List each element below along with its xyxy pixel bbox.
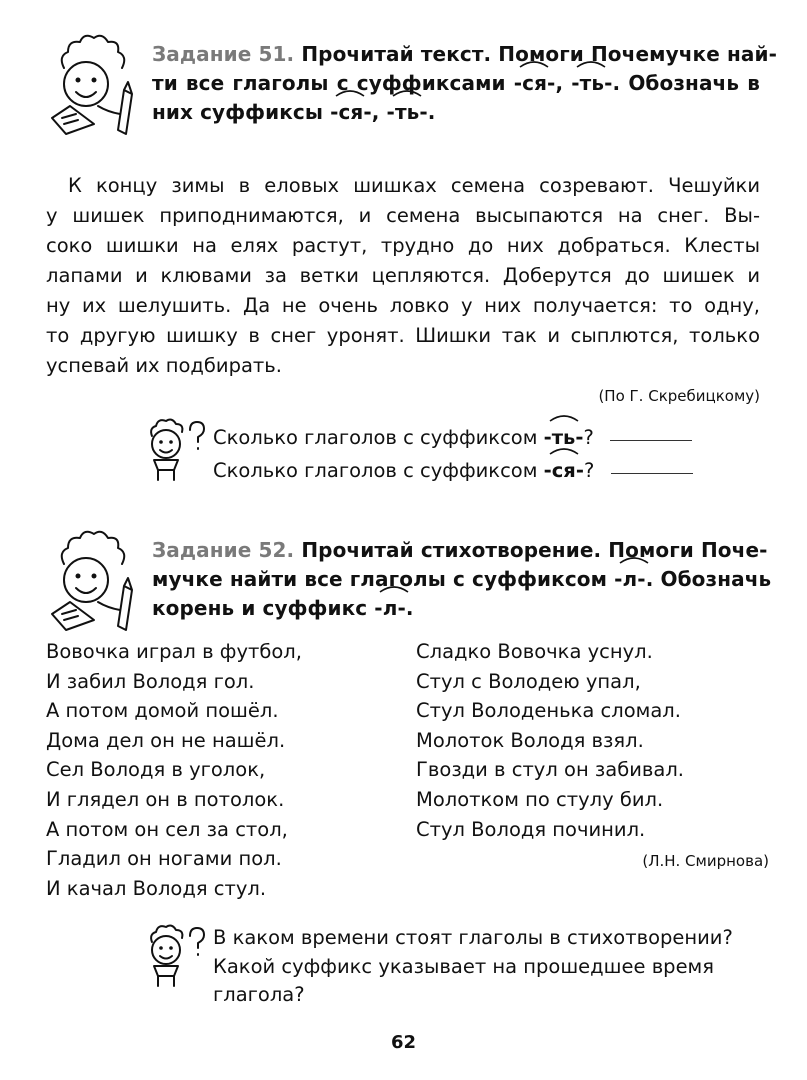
question-line: В каком времени стоят глаголы в стихотворении? xyxy=(213,926,733,949)
poem-line: И забил Володя гол. xyxy=(46,669,255,693)
poem-line: Гладил он ногами пол. xyxy=(46,847,282,871)
text-line: успевай их подбирать. xyxy=(46,354,282,377)
suffix-t: -ть- xyxy=(387,98,428,127)
text-line: у шишек приподнимаются, и семена высыпаются на снег. Вы- xyxy=(46,204,760,227)
answer-blank[interactable] xyxy=(611,473,693,474)
poem-line: Молоток Володя взял. xyxy=(416,728,644,752)
page-number: 62 xyxy=(390,1032,417,1053)
task51-text xyxy=(46,171,760,381)
poem-line: Дома дел он не нашёл. xyxy=(46,728,286,752)
task51-question-1: Сколько глаголов с суффиксом -ть-? xyxy=(213,423,692,453)
suffix-t: -ть- xyxy=(544,423,584,453)
poem-line: Гвозди в стул он забивал. xyxy=(416,758,685,782)
poem-line: И глядел он в потолок. xyxy=(46,787,285,811)
answer-blank[interactable] xyxy=(610,440,692,441)
pochemuchka-boy-icon xyxy=(42,530,142,634)
pochemuchka-boy-icon xyxy=(42,34,142,138)
task51-instruction xyxy=(152,40,777,127)
question-line: Какой суффикс указывает на прошедшее время xyxy=(213,954,715,978)
suffix-l: -л- xyxy=(614,565,646,594)
poem-right-column xyxy=(416,637,684,844)
poem-line: Сладко Вовочка уснул. xyxy=(416,640,653,663)
task-number: Задание 51. xyxy=(152,42,295,66)
suffix-sya: -ся- xyxy=(330,98,372,127)
task-number: Задание 52. xyxy=(152,538,295,562)
instruction-line: Задание 52. Прочитай стихотворение. Помоги Поче- xyxy=(152,538,768,562)
instruction-line: Задание 51. Прочитай текст. Помоги Почемучке най- xyxy=(152,42,777,66)
instruction-line: них суффиксы -ся-, -ть-. xyxy=(152,98,760,127)
task52-instruction xyxy=(152,536,772,623)
poem-left-column xyxy=(46,637,302,903)
suffix-sya: -ся- xyxy=(544,456,584,486)
poem-line: Сел Володя в уголок, xyxy=(46,758,266,782)
text-line: К концу зимы в еловых шишках семена созревают. Чешуйки xyxy=(68,174,760,197)
text-line: то другую шишку в снег уронят. Шишки так и сыплются, только xyxy=(46,324,760,347)
poem-line: А потом он сел за стол, xyxy=(46,817,288,841)
text-line: ну их шелушить. Да не очень ловко у них получается: то одну, xyxy=(46,294,760,317)
poem-line: А потом домой пошёл. xyxy=(46,699,279,723)
suffix-sya: -ся- xyxy=(514,69,556,98)
suffix-t: -ть- xyxy=(571,69,612,98)
poem-line: И качал Володя стул. xyxy=(46,876,267,900)
suffix-l: -л- xyxy=(374,594,406,623)
thinking-boy-icon xyxy=(140,416,210,484)
poem-line: Вовочка играл в футбол, xyxy=(46,640,302,663)
task52-question xyxy=(213,924,733,1010)
poem-line: Молотком по стулу бил. xyxy=(416,787,664,811)
poem-line: Стул Володя починил. xyxy=(416,817,646,841)
instruction-line: ти все глаголы с суффиксами -ся-, -ть-. Обозначь в xyxy=(152,69,760,98)
poem-line: Стул Володенька сломал. xyxy=(416,699,681,723)
instruction-line: мучке найти все глаголы с суффиксом -л-. Обозначь xyxy=(152,565,760,594)
thinking-boy-icon xyxy=(140,922,210,990)
instruction-line: корень и суффикс -л-. xyxy=(152,594,760,623)
text-line: лапами и клювами за ветки цепляются. Доберутся до шишек и xyxy=(46,264,760,287)
poem-line: Стул с Володею упал, xyxy=(416,669,641,693)
question-line: глагола? xyxy=(213,983,305,1006)
task52-source: (Л.Н. Смирнова) xyxy=(642,852,769,870)
text-line: соко шишки на елях растут, трудно до них добраться. Клесты xyxy=(46,234,760,257)
task51-source: (По Г. Скребицкому) xyxy=(598,387,760,405)
task51-question-2: Сколько глаголов с суффиксом -ся-? xyxy=(213,456,693,486)
